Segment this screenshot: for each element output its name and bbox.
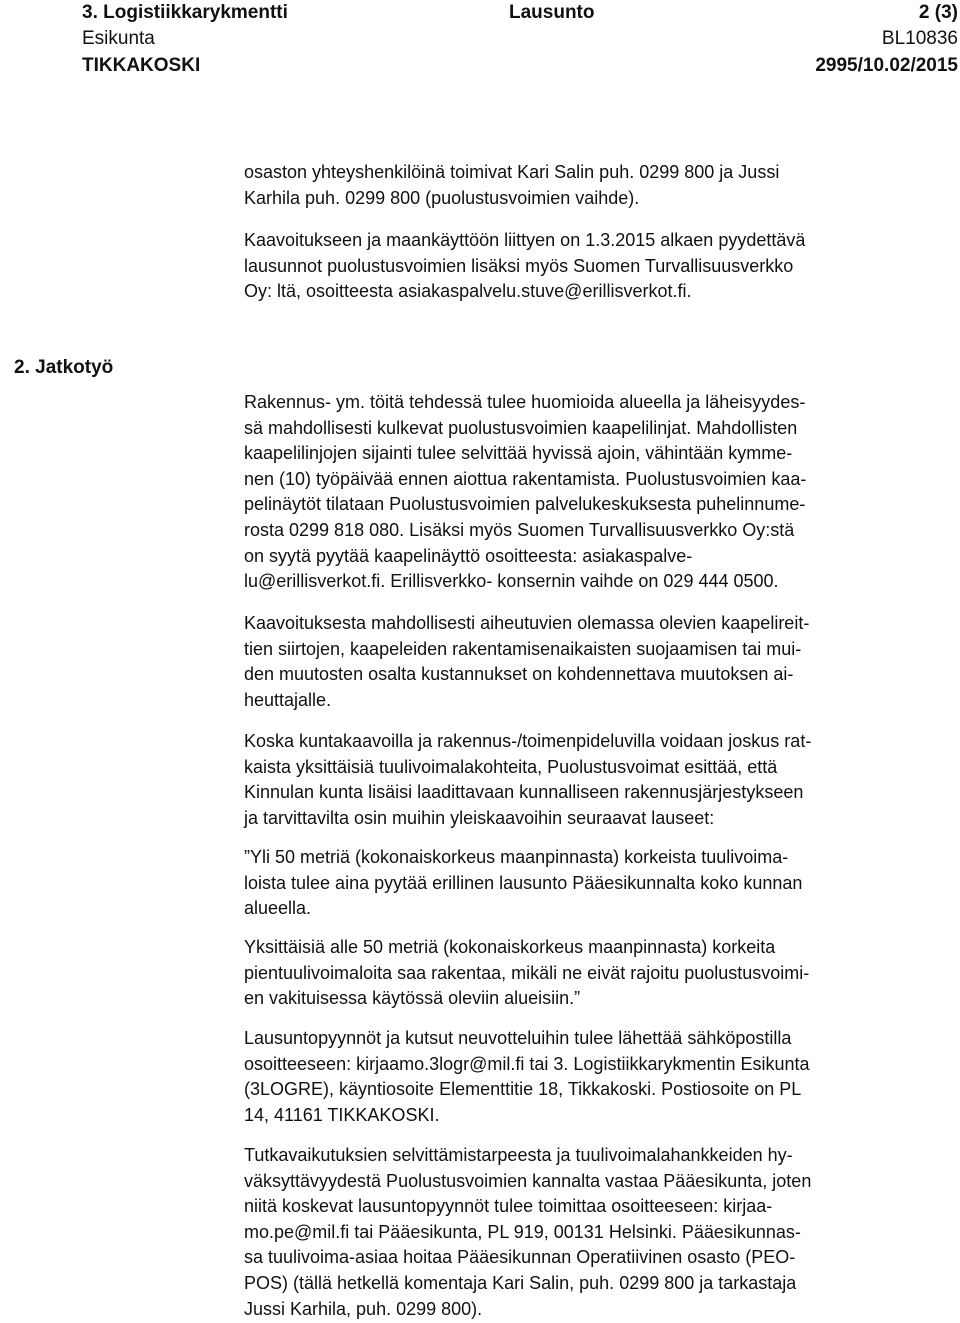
text-line: Yksittäisiä alle 50 metriä (kokonaiskorkeus maanpinnasta) korkeita	[244, 937, 776, 957]
text-line: Jussi Karhila, puh. 0299 800).	[244, 1298, 483, 1319]
header-unit: Esikunta	[82, 28, 155, 49]
section-paragraph-4	[244, 845, 956, 922]
section-paragraph-1	[244, 390, 956, 595]
text-line: (3LOGRE), käyntiosoite Elementtitie 18, Tikkakoski. Postiosoite on PL	[244, 1079, 802, 1100]
section-paragraph-3	[244, 729, 956, 831]
text-line: POS) (tällä hetkellä komentaja Kari Salin, puh. 0299 800 ja tarkastaja	[244, 1272, 797, 1293]
text-line: Karhila puh. 0299 800 (puolustusvoimien vaihde).	[244, 187, 640, 208]
text-line: ja tarvittavilta osin muihin yleiskaavoihin seuraavat lauseet:	[244, 807, 715, 828]
text-line: Kinnulan kunta lisäisi laadittavaan kunnalliseen rakennusjärjestykseen	[244, 782, 804, 803]
text-line: tien siirtojen, kaapeleiden rakentamisenaikaisten suojaamisen tai mui-	[244, 638, 802, 659]
header-reference-code: BL10836	[881, 28, 958, 49]
header-row-2	[82, 26, 958, 52]
text-line: ”Yli 50 metriä (kokonaiskorkeus maanpinnasta) korkeista tuulivoima-	[244, 847, 789, 867]
text-line: pelinäytöt tilataan Puolustusvoimien palvelukeskuksesta puhelinnume-	[244, 494, 806, 515]
text-line: loista tulee aina pyytää erillinen lausunto Pääesikunnalta koko kunnan	[244, 872, 803, 893]
section-heading: 2. Jatkotyö	[14, 357, 114, 378]
text-line: nen (10) työpäivää ennen aiottua rakentamista. Puolustusvoimien kaa-	[244, 468, 807, 489]
section-paragraph-2	[244, 611, 956, 713]
text-line: Oy: ltä, osoitteesta asiakaspalvelu.stuve@erillisverkot.fi.	[244, 281, 692, 302]
section-paragraph-6	[244, 1026, 956, 1128]
text-line: lausunnot puolustusvoimien lisäksi myös Suomen Turvallisuusverkko	[244, 255, 794, 276]
text-line: heuttajalle.	[244, 689, 332, 710]
text-line: alueella.	[244, 898, 312, 919]
intro-paragraph-2	[244, 228, 956, 305]
text-line: pientuulivoimaloita saa rakentaa, mikäli ne eivät rajoitu puolustusvoimi-	[244, 962, 810, 983]
text-line: Koska kuntakaavoilla ja rakennus-/toimenpideluvilla voidaan joskus rat-	[244, 731, 812, 751]
text-line: sä mahdollisesti kulkevat puolustusvoimien kaapelilinjat. Mahdollisten	[244, 417, 798, 438]
text-line: Kaavoituksesta mahdollisesti aiheutuvien olemassa olevien kaapelireit-	[244, 613, 810, 633]
header-location: TIKKAKOSKI	[82, 55, 201, 76]
text-line: osaston yhteyshenkilöinä toimivat Kari Salin puh. 0299 800 ja Jussi	[244, 162, 780, 182]
text-line: Lausuntopyynnöt ja kutsut neuvotteluihin tulee lähettää sähköpostilla	[244, 1028, 792, 1048]
header-page-number: 2 (3)	[918, 2, 958, 23]
text-line: osoitteeseen: kirjaamo.3logr@mil.fi tai 3. Logistiikkarykmentin Esikunta	[244, 1053, 810, 1074]
text-line: Tutkavaikutuksien selvittämistarpeesta ja tuulivoimalahankkeiden hy-	[244, 1145, 793, 1165]
text-line: Rakennus- ym. töitä tehdessä tulee huomioida alueella ja läheisyydes-	[244, 392, 806, 412]
text-line: Kaavoitukseen ja maankäyttöön liittyen on 1.3.2015 alkaen pyydettävä	[244, 230, 806, 250]
text-line: 14, 41161 TIKKAKOSKI.	[244, 1104, 440, 1125]
header-document-type: Lausunto	[509, 2, 595, 23]
text-line: rosta 0299 818 080. Lisäksi myös Suomen Turvallisuusverkko Oy:stä	[244, 519, 795, 540]
text-line: den muutosten osalta kustannukset on kohdennettava muutoksen ai-	[244, 664, 794, 685]
text-line: kaista yksittäisiä tuulivoimalakohteita, Puolustusvoimat esittää, että	[244, 756, 778, 777]
text-line: väksyttävyydestä Puolustusvoimien kannalta vastaa Pääesikunta, joten	[244, 1170, 812, 1191]
text-line: lu@erillisverkot.fi. Erillisverkko- konsernin vaihde on 029 444 0500.	[244, 571, 779, 592]
header-row-1	[82, 0, 958, 26]
section-paragraph-7	[244, 1143, 956, 1322]
text-line: on syytä pyytää kaapelinäyttö osoitteesta: asiakaspalve-	[244, 545, 693, 566]
text-line: sa tuulivoima-asiaa hoitaa Pääesikunnan Operatiivinen osasto (PEO-	[244, 1247, 796, 1268]
section-paragraph-5	[244, 935, 956, 1012]
header-organization: 3. Logistiikkarykmentti	[82, 2, 288, 23]
text-line: en vakituisessa käytössä oleviin alueisiin.”	[244, 988, 581, 1009]
header-diary-number: 2995/10.02/2015	[815, 55, 958, 76]
text-line: kaapelilinjojen sijainti tulee selvittää hyvissä ajoin, vähintään kymme-	[244, 443, 793, 464]
intro-paragraph-1	[244, 160, 956, 211]
header-row-3	[82, 53, 958, 79]
text-line: mo.pe@mil.fi tai Pääesikunta, PL 919, 00131 Helsinki. Pääesikunnas-	[244, 1221, 801, 1242]
text-line: niitä koskevat lausuntopyynnöt tulee toimittaa osoitteeseen: kirjaa-	[244, 1196, 773, 1217]
